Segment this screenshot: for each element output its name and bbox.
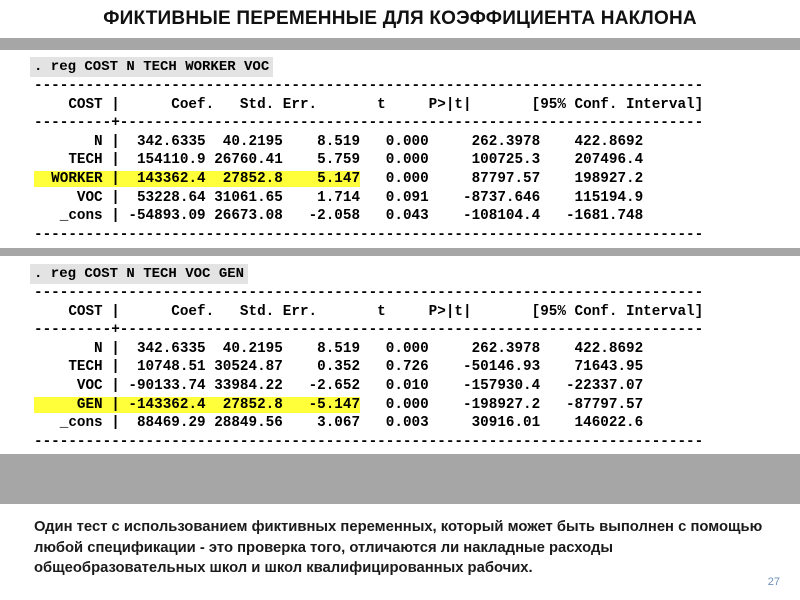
row-ci-upper: 198927.2 [540,170,644,187]
slide-title-bar [0,0,800,38]
divider-band-top [0,38,800,50]
row-ci-upper: -1681.748 [540,208,644,225]
row-variable-name: TECH [34,152,103,169]
row-ci-lower: -157930.4 [428,377,541,394]
row-t-stat: 8.519 [282,133,361,150]
row-p-value: 0.000 [360,152,429,169]
row-ci-lower: -50146.93 [428,359,541,376]
row-coefficient: 53228.64 [119,189,206,206]
row-std-error: 40.2195 [205,133,283,150]
row-p-value: 0.000 [360,170,429,187]
row-ci-upper: -22337.07 [540,377,644,394]
row-coefficient: 154110.9 [119,152,206,169]
row-std-error: 31061.65 [205,189,283,206]
row-ci-lower: -108104.4 [428,208,541,225]
explanation-text: Один тест с использованием фиктивных переменных, который может быть выполнен с помощью любой спецификации - это проверка того, отличаются ли накладные расходы общеобразовательных школ и школ квалифицированных рабочих. [34,519,763,576]
rule-line: ------------------------------------------------------------------------------ [34,226,704,243]
slide-title: ФИКТИВНЫЕ ПЕРЕМЕННЫЕ ДЛЯ КОЭФФИЦИЕНТА НАКЛОНА [103,8,697,29]
row-coefficient: 10748.51 [119,359,206,376]
row-std-error: 30524.87 [205,359,283,376]
row-t-stat: 8.519 [282,340,361,357]
rule-line: ------------------------------------------------------------------------------ [34,433,704,450]
row-ci-upper: 146022.6 [540,415,644,432]
row-t-stat: -2.058 [282,208,361,225]
row-t-stat: 1.714 [282,189,361,206]
row-ci-lower: 262.3978 [428,133,541,150]
row-t-stat: 0.352 [282,359,361,376]
row-t-stat: 3.067 [282,415,361,432]
row-variable-name: VOC [34,189,103,206]
divider-band-middle [0,248,800,256]
row-std-error: 28849.56 [205,415,283,432]
row-ci-upper: 207496.4 [540,152,644,169]
row-p-value: 0.003 [360,415,429,432]
row-ci-lower: 262.3978 [428,340,541,357]
page-number: 27 [767,576,780,588]
row-ci-lower: 30916.01 [428,415,541,432]
row-coefficient: 88469.29 [119,415,206,432]
regression-table: ------------------------------------------------------------------------------ COST | Coef. Std. Err. t P>|t| [95% Conf. Interval] ---------+-------------------------------------------------------------------- N | 342.6335 40.2195 8.519 0.000 262.3978 422.8692 TECH | 154110.9 26760.41 5.759 0.000 100725.3 207496.4 WORKER | 143362.4 27852.8 5.147 0.000 87797.57 198927.2 VOC | 53228.64 31061.65 1.714 0.091 -8737.646 115194.9 _cons | -54893.09 26673.08 -2.058 0.043 -108104.4 -1681.748 ------------------------------------------------------------------------------ [34,78,704,243]
row-variable-name: VOC [34,377,103,394]
row-std-error: 26760.41 [205,152,283,169]
row-coefficient: 342.6335 [119,340,206,357]
row-p-value: 0.000 [360,396,429,413]
rule-line: ---------+-------------------------------------------------------------------- [34,115,704,132]
row-std-error: 40.2195 [205,340,283,357]
row-coefficient: 342.6335 [119,133,206,150]
row-variable-name: N [34,340,103,357]
row-p-value: 0.000 [360,340,429,357]
row-ci-lower: 87797.57 [428,170,541,187]
row-variable-name: _cons [34,208,103,225]
row-ci-lower: -8737.646 [428,189,541,206]
row-coefficient: 143362.4 [119,170,206,187]
row-p-value: 0.010 [360,377,429,394]
regression-command: . reg COST N TECH VOC GEN [30,264,248,284]
regression-command: . reg COST N TECH WORKER VOC [30,57,273,77]
row-ci-upper: -87797.57 [540,396,644,413]
row-t-stat: -5.147 [282,396,361,413]
row-t-stat: 5.759 [282,152,361,169]
regression-panel-2 [0,256,800,454]
row-std-error: 27852.8 [205,170,283,187]
row-variable-name: WORKER [34,170,103,187]
row-variable-name: _cons [34,415,103,432]
row-ci-upper: 115194.9 [540,189,644,206]
row-ci-upper: 71643.95 [540,359,644,376]
explanation-box [0,504,800,600]
regression-table: ------------------------------------------------------------------------------ COST | Coef. Std. Err. t P>|t| [95% Conf. Interval] ---------+-------------------------------------------------------------------- N | 342.6335 40.2195 8.519 0.000 262.3978 422.8692 TECH | 10748.51 30524.87 0.352 0.726 -50146.93 71643.95 VOC | -90133.74 33984.22 -2.652 0.010 -157930.4 -22337.07 GEN | -143362.4 27852.8 -5.147 0.000 -198927.2 -87797.57 _cons | 88469.29 28849.56 3.067 0.003 30916.01 146022.6 ------------------------------------------------------------------------------ [34,285,704,450]
row-coefficient: -143362.4 [119,396,206,413]
regression-panel-1 [0,50,800,248]
row-t-stat: 5.147 [282,170,361,187]
row-coefficient: -90133.74 [119,377,206,394]
rule-line: ------------------------------------------------------------------------------ [34,78,704,94]
row-variable-name: TECH [34,359,103,376]
row-coefficient: -54893.09 [119,208,206,225]
row-variable-name: GEN [34,396,103,413]
row-ci-lower: 100725.3 [428,152,541,169]
row-p-value: 0.091 [360,189,429,206]
row-p-value: 0.043 [360,208,429,225]
divider-band-bottom [0,454,800,504]
row-ci-lower: -198927.2 [428,396,541,413]
rule-line: ------------------------------------------------------------------------------ [34,285,704,301]
row-p-value: 0.000 [360,133,429,150]
table-header: COST | Coef. Std. Err. t P>|t| [95% Conf. Interval] [34,96,704,113]
row-variable-name: N [34,133,103,150]
table-header: COST | Coef. Std. Err. t P>|t| [95% Conf. Interval] [34,303,704,320]
row-std-error: 26673.08 [205,208,283,225]
row-ci-upper: 422.8692 [540,133,644,150]
row-t-stat: -2.652 [282,377,361,394]
rule-line: ---------+-------------------------------------------------------------------- [34,322,704,339]
row-std-error: 33984.22 [205,377,283,394]
row-std-error: 27852.8 [205,396,283,413]
row-ci-upper: 422.8692 [540,340,644,357]
row-p-value: 0.726 [360,359,429,376]
